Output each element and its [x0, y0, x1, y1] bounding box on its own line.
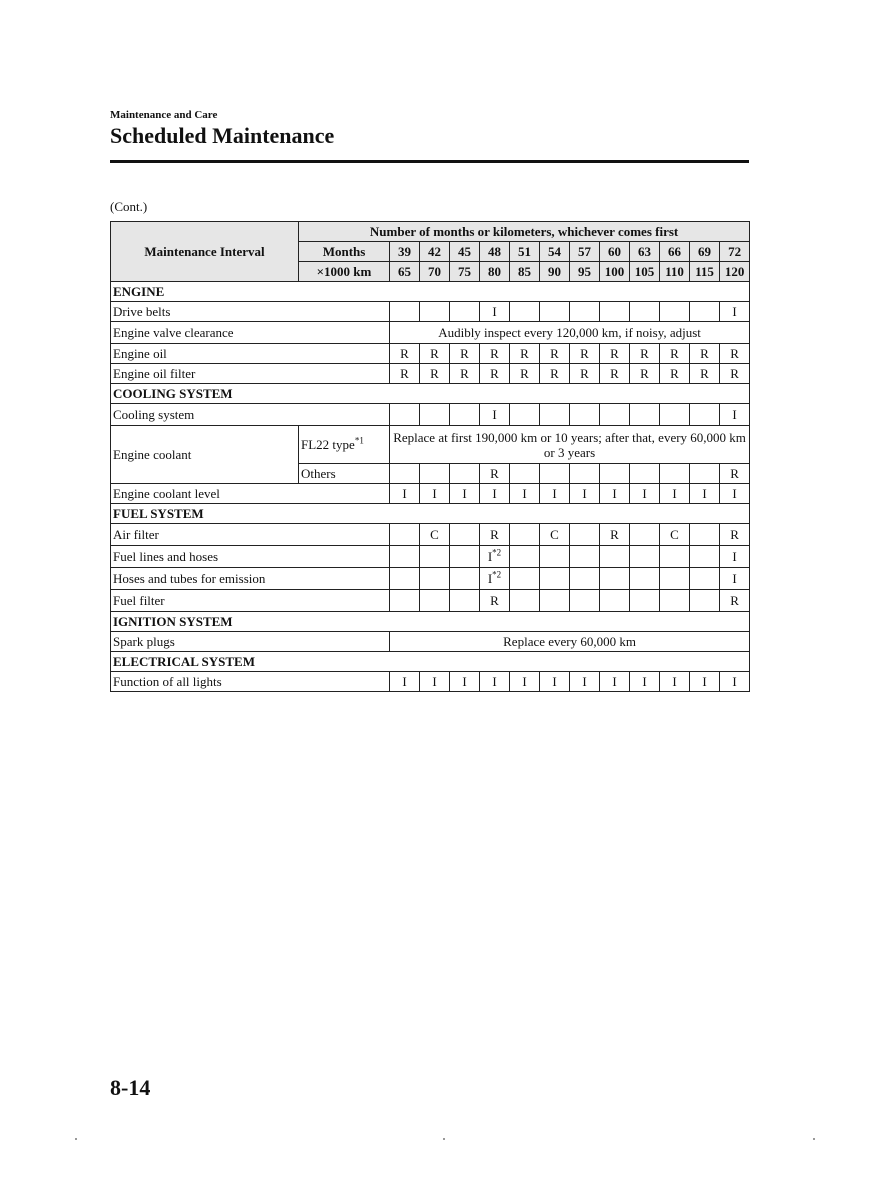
mark-cell: I — [630, 484, 660, 504]
mark-cell — [390, 464, 420, 484]
month-cell: 57 — [570, 242, 600, 262]
mark-cell: R — [390, 364, 420, 384]
mark-cell: C — [540, 524, 570, 546]
table-row-fuel-filter — [111, 590, 750, 612]
km-cell: 90 — [540, 262, 570, 282]
table-row-lights — [111, 672, 750, 692]
mark-cell: I — [720, 484, 750, 504]
km-cell: 65 — [390, 262, 420, 282]
mark-cell — [420, 464, 450, 484]
group-label: ENGINE — [111, 282, 750, 302]
mark-cell — [630, 464, 660, 484]
table-row-valve-clearance — [111, 322, 750, 344]
mark-cell: I — [720, 404, 750, 426]
mark-cell: R — [600, 524, 630, 546]
mark-cell — [390, 404, 420, 426]
mark-cell: R — [450, 344, 480, 364]
mark-cell — [630, 568, 660, 590]
mark-cell: I — [570, 672, 600, 692]
mark-cell: R — [450, 364, 480, 384]
mark-cell: R — [570, 364, 600, 384]
mark-cell — [420, 590, 450, 612]
mark-cell: I — [570, 484, 600, 504]
mark-cell: R — [720, 344, 750, 364]
mark-value: I — [487, 571, 493, 586]
mark-cell: R — [630, 364, 660, 384]
page-title: Scheduled Maintenance — [110, 123, 335, 148]
table-row-drive-belts — [111, 302, 750, 322]
mark-cell: I — [720, 546, 750, 568]
month-cell: 45 — [450, 242, 480, 262]
mark-cell — [390, 524, 420, 546]
km-cell: 70 — [420, 262, 450, 282]
mark-cell: R — [480, 464, 510, 484]
mark-cell: I — [630, 672, 660, 692]
continued-label: (Cont.) — [110, 199, 148, 214]
mark-cell — [540, 568, 570, 590]
group-label: ELECTRICAL SYSTEM — [111, 652, 750, 672]
group-row-cooling — [111, 384, 750, 404]
mark-cell — [660, 546, 690, 568]
mark-cell: I — [450, 484, 480, 504]
mark-cell: I — [720, 568, 750, 590]
km-cell: 110 — [660, 262, 690, 282]
footnote-marker: *2 — [492, 569, 502, 580]
table-row-spark-plugs — [111, 632, 750, 652]
mark-cell — [660, 464, 690, 484]
mark-cell: R — [480, 364, 510, 384]
group-row-fuel — [111, 504, 750, 524]
mark-cell — [540, 590, 570, 612]
mark-cell — [570, 464, 600, 484]
mark-cell — [570, 546, 600, 568]
mark-cell: I — [480, 404, 510, 426]
month-cell: 51 — [510, 242, 540, 262]
mark-cell: R — [720, 364, 750, 384]
mark-cell: R — [600, 344, 630, 364]
km-cell: 120 — [720, 262, 750, 282]
mark-cell: R — [540, 364, 570, 384]
interval-note: Replace at first 190,000 km or 10 years; after that, every 60,000 km or 3 years — [390, 426, 750, 464]
mark-cell: I — [600, 672, 630, 692]
mark-cell: R — [390, 344, 420, 364]
mark-cell — [510, 464, 540, 484]
mark-cell — [660, 590, 690, 612]
km-header: ×1000 km — [299, 262, 390, 282]
mark-cell — [450, 590, 480, 612]
mark-value: I — [487, 549, 493, 564]
mark-cell — [540, 302, 570, 322]
mark-cell — [540, 404, 570, 426]
crop-mark-left — [75, 1138, 77, 1140]
mark-cell — [540, 464, 570, 484]
month-cell: 69 — [690, 242, 720, 262]
mark-cell — [570, 590, 600, 612]
mark-cell — [690, 404, 720, 426]
mark-cell: R — [720, 590, 750, 612]
km-cell: 105 — [630, 262, 660, 282]
item-label: Engine oil filter — [111, 364, 390, 384]
item-label: Fuel filter — [111, 590, 390, 612]
table-row-coolant-level — [111, 484, 750, 504]
item-label: Engine oil — [111, 344, 390, 364]
item-label: Engine coolant level — [111, 484, 390, 504]
month-cell: 48 — [480, 242, 510, 262]
table-row-hoses-emission — [111, 568, 750, 590]
item-label: Cooling system — [111, 404, 390, 426]
mark-cell — [510, 404, 540, 426]
mark-cell — [600, 464, 630, 484]
item-label: Air filter — [111, 524, 390, 546]
mark-cell: I — [480, 484, 510, 504]
mark-cell — [660, 404, 690, 426]
mark-cell — [510, 568, 540, 590]
mark-cell: R — [420, 344, 450, 364]
mark-cell: I — [690, 672, 720, 692]
mark-cell: R — [510, 364, 540, 384]
mark-cell — [630, 302, 660, 322]
km-cell: 115 — [690, 262, 720, 282]
km-cell: 80 — [480, 262, 510, 282]
month-cell: 72 — [720, 242, 750, 262]
month-cell: 60 — [600, 242, 630, 262]
item-label: Fuel lines and hoses — [111, 546, 390, 568]
mark-cell — [600, 302, 630, 322]
mark-cell — [480, 568, 510, 590]
coolant-type-label: FL22 type — [301, 437, 355, 452]
mark-cell: I — [720, 672, 750, 692]
mark-cell: I — [540, 672, 570, 692]
group-row-electrical — [111, 652, 750, 672]
table-row-air-filter — [111, 524, 750, 546]
mark-cell: R — [660, 344, 690, 364]
mark-cell: I — [510, 484, 540, 504]
crop-mark-right — [813, 1138, 815, 1140]
mark-cell — [510, 302, 540, 322]
interval-header: Maintenance Interval — [111, 222, 299, 282]
mark-cell: R — [630, 344, 660, 364]
mark-cell: R — [720, 524, 750, 546]
mark-cell — [690, 302, 720, 322]
mark-cell — [630, 546, 660, 568]
footnote-marker: *2 — [492, 547, 502, 558]
mark-cell: I — [480, 672, 510, 692]
group-row-engine — [111, 282, 750, 302]
item-label: Spark plugs — [111, 632, 390, 652]
mark-cell — [450, 546, 480, 568]
mark-cell — [630, 404, 660, 426]
interval-note: Replace every 60,000 km — [390, 632, 750, 652]
item-label: Hoses and tubes for emission — [111, 568, 390, 590]
mark-cell — [450, 404, 480, 426]
mark-cell — [690, 464, 720, 484]
mark-cell — [570, 568, 600, 590]
table-row-engine-coolant-fl22 — [111, 426, 750, 464]
mark-cell — [570, 524, 600, 546]
mark-cell — [420, 568, 450, 590]
mark-cell — [510, 524, 540, 546]
mark-cell: I — [420, 484, 450, 504]
mark-cell — [420, 404, 450, 426]
mark-cell — [600, 546, 630, 568]
mark-cell — [600, 404, 630, 426]
mark-cell: I — [690, 484, 720, 504]
mark-cell — [570, 404, 600, 426]
mark-cell — [510, 546, 540, 568]
mark-cell — [420, 546, 450, 568]
group-label: IGNITION SYSTEM — [111, 612, 750, 632]
maintenance-table — [110, 221, 750, 692]
interval-note: Audibly inspect every 120,000 km, if noisy, adjust — [390, 322, 750, 344]
item-label: Engine valve clearance — [111, 322, 390, 344]
mark-cell: C — [660, 524, 690, 546]
mark-cell: I — [390, 484, 420, 504]
coolant-type-fl22 — [299, 426, 390, 464]
mark-cell — [450, 464, 480, 484]
mark-cell — [630, 590, 660, 612]
mark-cell: I — [660, 484, 690, 504]
months-header: Months — [299, 242, 390, 262]
crop-mark-center — [443, 1138, 445, 1140]
header-row-top — [111, 222, 750, 242]
mark-cell: I — [420, 672, 450, 692]
mark-cell — [540, 546, 570, 568]
mark-cell — [390, 568, 420, 590]
km-cell: 100 — [600, 262, 630, 282]
mark-cell: R — [480, 524, 510, 546]
item-label: Function of all lights — [111, 672, 390, 692]
item-label: Drive belts — [111, 302, 390, 322]
item-label: Engine coolant — [111, 426, 299, 484]
mark-cell: R — [540, 344, 570, 364]
mark-cell: R — [510, 344, 540, 364]
mark-cell — [690, 590, 720, 612]
footnote-marker: *1 — [354, 435, 364, 446]
group-label: FUEL SYSTEM — [111, 504, 750, 524]
mark-cell: R — [720, 464, 750, 484]
mark-cell — [570, 302, 600, 322]
title-rule — [110, 160, 749, 163]
mark-cell — [450, 302, 480, 322]
mark-cell: R — [690, 344, 720, 364]
mark-cell: C — [420, 524, 450, 546]
mark-cell: R — [480, 590, 510, 612]
top-header: Number of months or kilometers, whichever comes first — [299, 222, 750, 242]
mark-cell — [600, 590, 630, 612]
mark-cell: R — [690, 364, 720, 384]
table-row-fuel-lines — [111, 546, 750, 568]
mark-cell: I — [720, 302, 750, 322]
coolant-type-others: Others — [299, 464, 390, 484]
group-label: COOLING SYSTEM — [111, 384, 750, 404]
month-cell: 63 — [630, 242, 660, 262]
mark-cell — [660, 302, 690, 322]
mark-cell: I — [600, 484, 630, 504]
mark-cell — [450, 524, 480, 546]
mark-cell — [450, 568, 480, 590]
section-label: Maintenance and Care — [110, 109, 218, 121]
month-cell: 54 — [540, 242, 570, 262]
mark-cell — [420, 302, 450, 322]
mark-cell: R — [660, 364, 690, 384]
mark-cell — [690, 568, 720, 590]
km-cell: 95 — [570, 262, 600, 282]
mark-cell — [390, 546, 420, 568]
mark-cell: I — [480, 302, 510, 322]
mark-cell: I — [390, 672, 420, 692]
mark-cell — [600, 568, 630, 590]
table-row-oil-filter — [111, 364, 750, 384]
month-cell: 66 — [660, 242, 690, 262]
mark-cell — [690, 524, 720, 546]
month-cell: 42 — [420, 242, 450, 262]
mark-cell: I — [450, 672, 480, 692]
mark-cell — [630, 524, 660, 546]
mark-cell — [480, 546, 510, 568]
mark-cell: I — [660, 672, 690, 692]
mark-cell: I — [510, 672, 540, 692]
table-row-engine-oil — [111, 344, 750, 364]
mark-cell: R — [570, 344, 600, 364]
mark-cell: I — [540, 484, 570, 504]
mark-cell — [390, 302, 420, 322]
month-cell: 39 — [390, 242, 420, 262]
mark-cell: R — [600, 364, 630, 384]
mark-cell — [390, 590, 420, 612]
page-number: 8-14 — [110, 1075, 151, 1100]
mark-cell — [510, 590, 540, 612]
mark-cell — [660, 568, 690, 590]
table-row-cooling-system — [111, 404, 750, 426]
mark-cell — [690, 546, 720, 568]
mark-cell: R — [420, 364, 450, 384]
km-cell: 75 — [450, 262, 480, 282]
group-row-ignition — [111, 612, 750, 632]
mark-cell: R — [480, 344, 510, 364]
km-cell: 85 — [510, 262, 540, 282]
